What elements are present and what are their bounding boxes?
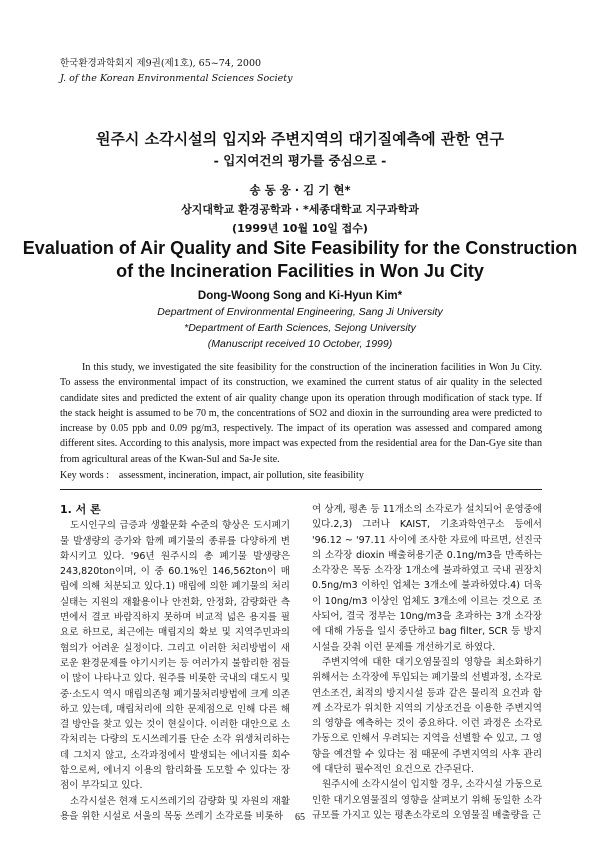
- body-paragraph: 원주시에 소각시설이 입지할 경우, 소각시설 가동으로 인한 대기오염물질의 영향을 살펴보기 위해 동일한 소각 규모를 가지고 있는 평촌소각로의 오염물질 배출량을 근: [312, 779, 543, 821]
- body-paragraph: 소각시설은 현재 도시쓰레기의 감량화 및 자원의 재활용을 위한 시설로 서울의 목동 쓰레기 소각로를 비롯하: [60, 795, 291, 822]
- korean-subtitle: - 입지여건의 평가를 중심으로 -: [213, 153, 387, 168]
- korean-authors: 송 동 웅 · 김 기 현*: [249, 183, 351, 197]
- korean-affiliation: 상지대학교 환경공학과 · *세종대학교 지구과학과: [181, 203, 419, 216]
- journal-english-line: J. of the Korean Environmental Sciences Society: [60, 73, 293, 84]
- body-paragraph: 주변지역에 대한 대기오염물질의 영향을 최소화하기 위해서는 소각장에 투입되는 폐기물의 선별과정, 소각로 연소조건, 최적의 방지시설 등과 같은 물리적 요건과 함께 소각로가 위치한 지역의 기상조건을 이용한 주변지역의 영향을 예측하는 것이 중요하다. 이런 과정은 소각로 가동으로 인해서 우려되는 지역을 선별할 수 있고, 그 영향을 예견할 수 있다는 점 때문에 주변지역의 사후 관리에 대단히 필수적인 요건으로 간주된다.: [312, 656, 542, 776]
- keywords-label: Key words :: [60, 470, 109, 481]
- keywords-list: assessment, incineration, impact, air pollution, site feasibility: [118, 470, 364, 481]
- body-paragraph: 여 상계, 평촌 등 11개소의 소각로가 설치되어 운영중에 있다.2,3) 그러나 KAIST, 기초과학연구소 등에서 '96.12 ~ '97.11 사이에 조사한 자료에 따르면, 선진국의 소각장 dioxin 배출허용기준 0.1ng/m3을 만족하는 소각장은 목동 소각장 1개소에 불과하였고 국내 권장치 0.5ng/m3 이하인 업체는 3개소에 불과하였다.4) 더욱이 10ng/m3 이상인 업체도 3개소에 이르는 것으로 조사되어, 결국 정부는 10ng/m3을 초과하는 3개 소각장에 대해 가동을 일시 중단하고 bag filter, SCR 등 방지시설을 갖춰 이런 문제를 개선하기로 하였다.: [312, 504, 542, 653]
- section-heading-introduction: 1. 서 론: [60, 503, 101, 516]
- keywords-line: [60, 470, 364, 481]
- english-affiliation-2: *Department of Earth Sciences, Sejong University: [184, 322, 416, 334]
- body-paragraph: 도시인구의 급증과 생활문화 수준의 향상은 도시폐기물 발생량의 증가와 함께 폐기물의 종류를 다양하게 변화시키고 있다. '96년 원주시의 총 폐기물 발생량은 243,820ton이며, 이 중 60.1%인 146,562ton이 매립에 의해 처분되고 있다.1) 매립에 의한 폐기물의 처리실태는 지원의 재활용이나 안전화, 안정화, 감량화란 측면에서 결코 바람직하지 못하며 비교적 넓은 용지를 필요로 하므로, 최근에는 매립지의 확보 및 지역주민과의 협의가 어려운 실정이다. 그리고 이러한 처리방법이 새로운 환경문제를 야기시키는 등 여러가지 불합리한 점들이 많이 나타나고 있다. 원주를 비롯한 국내의 대도시 및 중·소도시 역시 매립의존형 폐기물처리방법에 크게 의존하고 있는데, 매립처리에 의한 문제점으로 인해 다른 해결 방안을 찾고 있는 것이 현실이다. 이러한 대안으로 소각처리는 다량의 도시쓰레기를 단순 소각 위생처리하는데 그치지 않고, 소각과정에서 발생되는 에너지를 회수함으로써, 에너지 이용의 합리화를 도모할 수 있다는 장점이 부각되고 있다.: [60, 520, 290, 792]
- abstract-text: In this study, we investigated the site feasibility for the construction of the incineration facilities in Won Ju City. To assess the environmental impact of its construction, we examined the current status of air quality in the selected candidate sites and predicted the extent of air quality change upon its operation through modification of stack type. If the stack height is assumed to be 70 m, the concentrations of SO2 and dioxin in the surrounding area were predicted to increase by 0.05 ppb and 0.09 pg/m3, respectively. The impact of its operation was assessed and compared among different sites. According to this analysis, more impact was expected from the residential area for the Dan-Gye site than from agricultural areas of the Kwan-Sul and Sa-Je site.: [60, 362, 542, 465]
- english-affiliation-1: Department of Environmental Engineering, Sang Ji University: [157, 306, 443, 318]
- english-title-line1: Evaluation of Air Quality and Site Feasibility for the Construction: [22, 238, 578, 258]
- english-authors: Dong-Woong Song and Ki-Hyun Kim*: [197, 290, 403, 302]
- english-title-line2: of the Incineration Facilities in Won Ju City: [116, 261, 484, 281]
- section-divider: [60, 489, 542, 490]
- korean-received-date: (1999년 10월 10일 접수): [232, 222, 368, 235]
- body-left-column: [60, 502, 290, 824]
- page-number: 65: [295, 812, 305, 823]
- journal-korean-line: 한국환경과학회지 제9권(제1호), 65~74, 2000: [60, 58, 262, 69]
- english-received-date: (Manuscript received 10 October, 1999): [207, 338, 393, 350]
- journal-header: [60, 56, 292, 86]
- body-right-column: [312, 502, 542, 823]
- korean-title: 원주시 소각시설의 입지와 주변지역의 대기질예측에 관한 연구: [95, 130, 505, 148]
